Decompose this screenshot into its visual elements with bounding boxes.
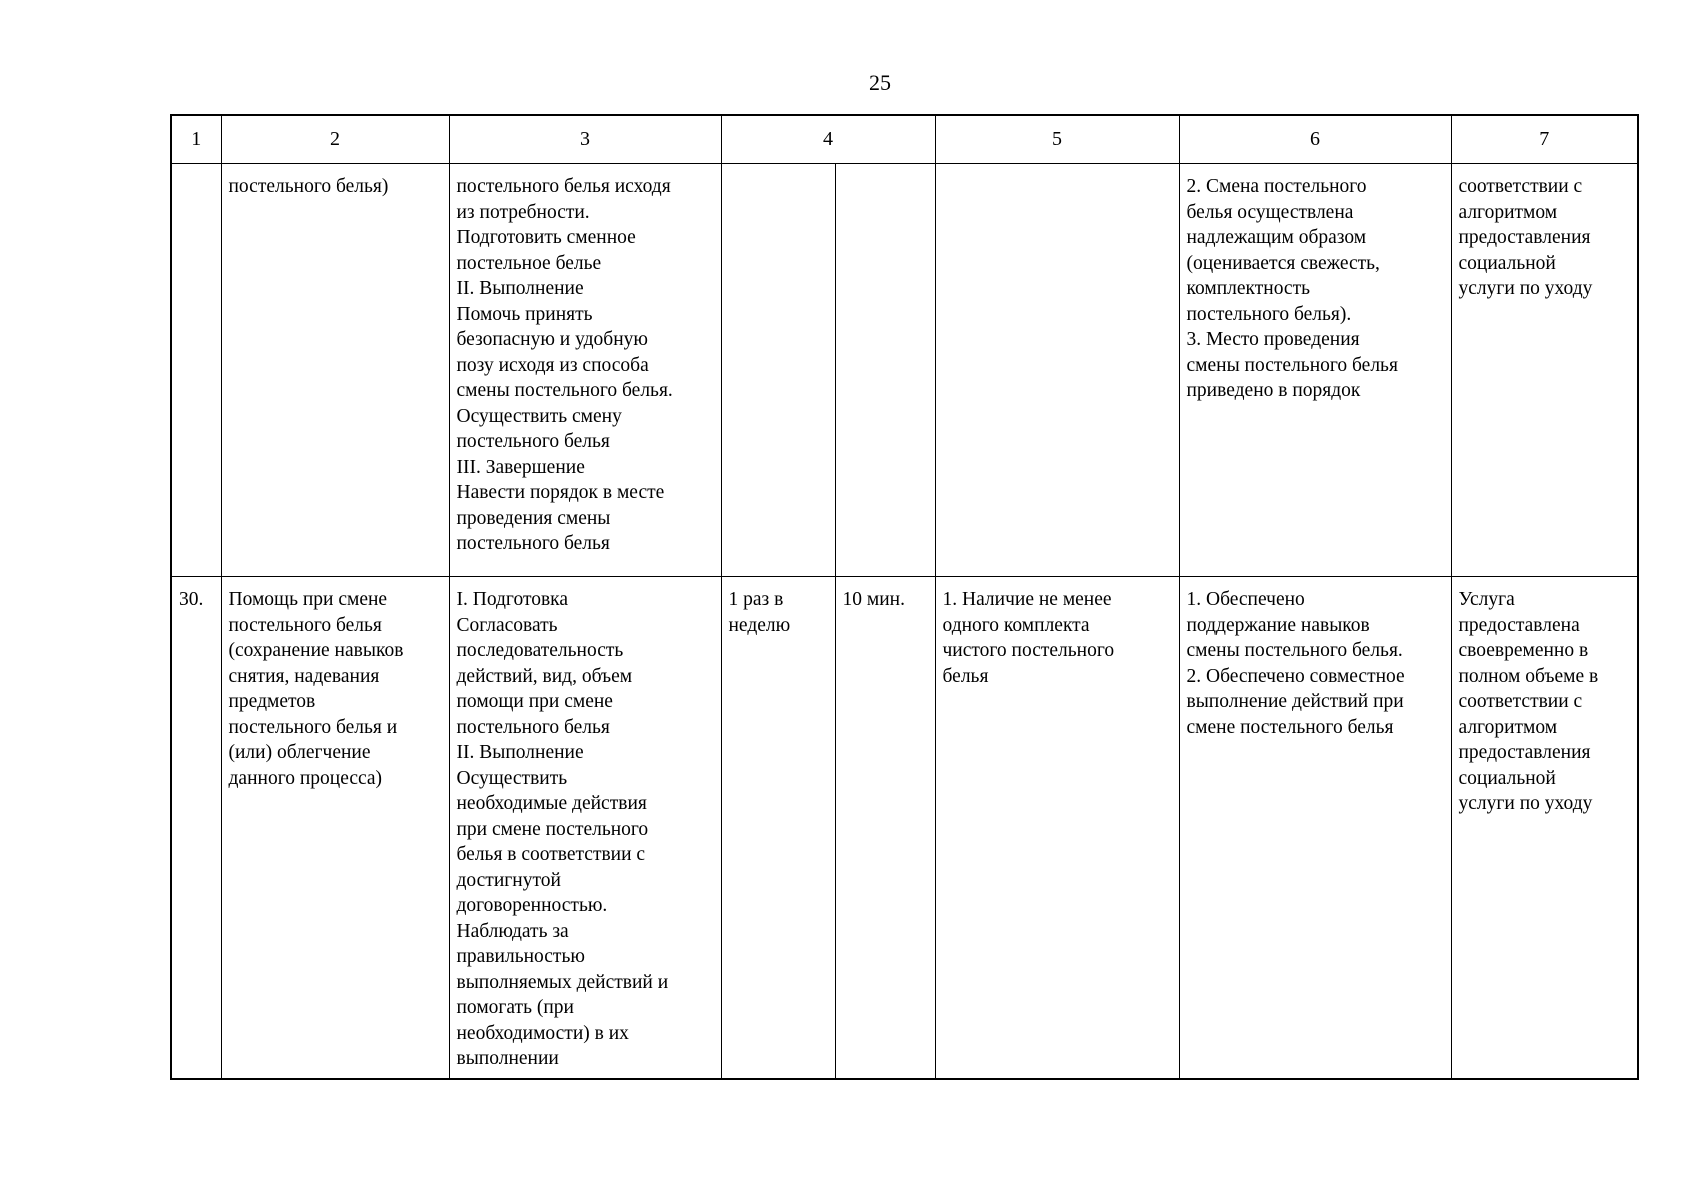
services-table — [170, 114, 1639, 1080]
frequency-cell: 1 раз в неделю — [721, 577, 835, 1079]
row-number-cell — [171, 164, 221, 577]
frequency-cell — [721, 164, 835, 577]
table-row — [171, 577, 1638, 1079]
actions-cell: постельного белья исходя из потребности. Подготовить сменное постельное белье II. Выполнение Помочь принять безопасную и удобную позу исходя из способа смены постельного белья. Осуществить смену постельного белья III. Завершение Навести порядок в месте проведения смены постельного белья — [449, 164, 721, 577]
duration-cell: 10 мин. — [835, 577, 935, 1079]
evaluation-cell: соответствии с алгоритмом предоставления социальной услуги по уходу — [1451, 164, 1638, 577]
header-cell-1: 1 — [171, 115, 221, 164]
service-name-cell: Помощь при смене постельного белья (сохранение навыков снятия, надевания предметов постельного белья и (или) облегчение данного процесса) — [221, 577, 449, 1079]
header-cell-7: 7 — [1451, 115, 1638, 164]
results-cell: 2. Смена постельного белья осуществлена надлежащим образом (оценивается свежесть, комплектность постельного белья). 3. Место проведения смены постельного белья приведено в порядок — [1179, 164, 1451, 577]
header-cell-4: 4 — [721, 115, 935, 164]
header-cell-6: 6 — [1179, 115, 1451, 164]
results-cell: 1. Обеспечено поддержание навыков смены постельного белья. 2. Обеспечено совместное выполнение действий при смене постельного белья — [1179, 577, 1451, 1079]
service-name-cell: постельного белья) — [221, 164, 449, 577]
duration-cell — [835, 164, 935, 577]
page-number: 25 — [869, 70, 891, 95]
header-cell-2: 2 — [221, 115, 449, 164]
conditions-cell: 1. Наличие не менее одного комплекта чистого постельного белья — [935, 577, 1179, 1079]
table-row — [171, 164, 1638, 577]
header-cell-5: 5 — [935, 115, 1179, 164]
evaluation-cell: Услуга предоставлена своевременно в полном объеме в соответствии с алгоритмом предоставления социальной услуги по уходу — [1451, 577, 1638, 1079]
actions-cell: I. Подготовка Согласовать последовательность действий, вид, объем помощи при смене постельного белья II. Выполнение Осуществить необходимые действия при смене постельного белья в соответствии с достигнутой договоренностью. Наблюдать за правильностью выполняемых действий и помогать (при необходимости) в их выполнении — [449, 577, 721, 1079]
table-header-row — [171, 115, 1638, 164]
header-cell-3: 3 — [449, 115, 721, 164]
conditions-cell — [935, 164, 1179, 577]
row-number-cell: 30. — [171, 577, 221, 1079]
